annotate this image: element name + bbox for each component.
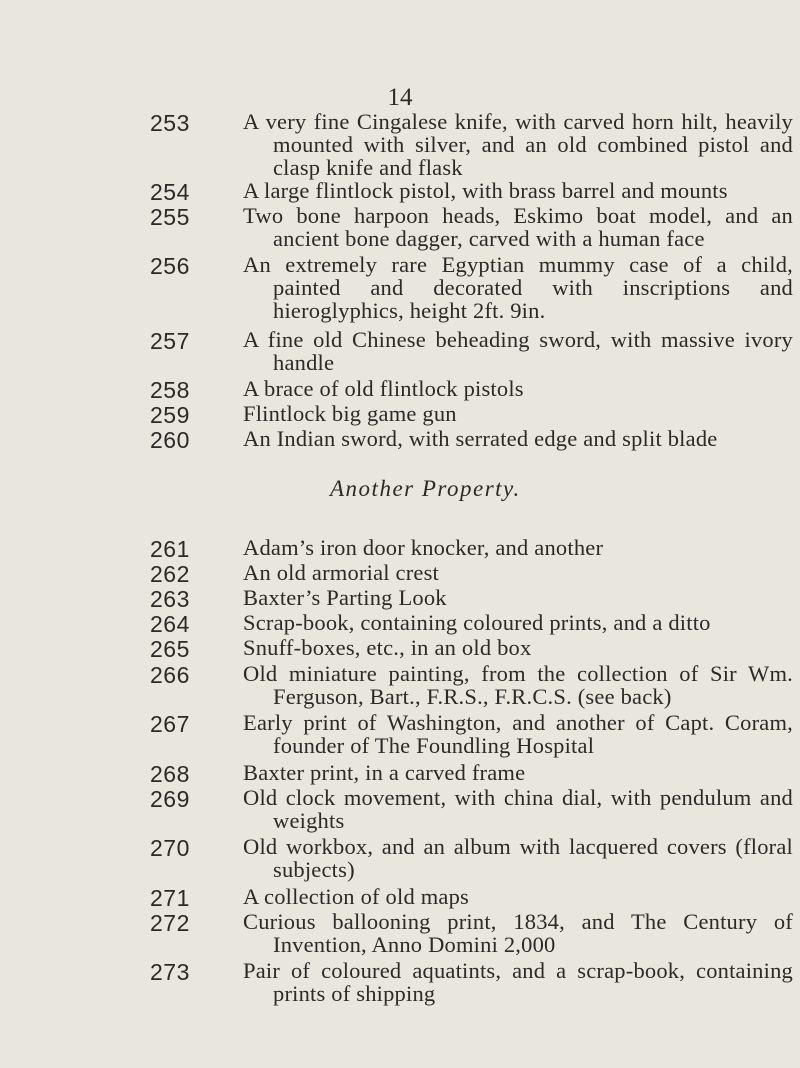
page-number: 14 [387,84,413,111]
lot-number: 256 [150,253,190,279]
lot-number: 265 [150,636,190,662]
lot-description: An Indian sword, with serrated edge and split blade [243,426,718,451]
lot-number: 266 [150,662,190,688]
lot-number: 270 [150,835,190,861]
lot-description: An old armorial crest [243,560,440,585]
lot-description: Early print of Washington, and another of Capt. Coram, founder of The Foundling Hospital [243,710,793,758]
lot-description: Scrap-book, containing coloured prints, and a ditto [243,610,711,635]
lot-description: Two bone harpoon heads, Eskimo boat model, and an ancient bone dagger, carved with a human face [243,203,793,251]
lot-description: Old clock movement, with china dial, with pendulum and weights [243,785,793,833]
lot-description: A brace of old flintlock pistols [243,376,524,401]
lot-description: Old miniature painting, from the collection of Sir Wm. Ferguson, Bart., F.R.S., F.R.C.S. (see back) [243,661,793,709]
lot-description: A very fine Cingalese knife, with carved horn hilt, heavily mounted with silver, and an old combined pistol and clasp knife and flask [243,109,793,180]
lot-description: Snuff-boxes, etc., in an old box [243,635,532,660]
lot-description: Baxter’s Parting Look [243,585,447,610]
lot-number: 267 [150,711,190,737]
lot-description: A fine old Chinese beheading sword, with massive ivory handle [243,327,793,375]
lot-description: A collection of old maps [243,884,470,909]
lot-number: 269 [150,786,190,812]
lot-number: 262 [150,561,190,587]
lot-number: 271 [150,885,190,911]
lot-description: Curious ballooning print, 1834, and The Century of Invention, Anno Domini 2,000 [243,909,793,957]
lot-description: An extremely rare Egyptian mummy case of a child, painted and decorated with inscriptions and hieroglyphics, height 2ft. 9in. [243,252,793,323]
lot-number: 253 [150,110,190,136]
lot-description: Adam’s iron door knocker, and another [243,535,604,560]
lot-number: 268 [150,761,190,787]
lot-description: Baxter print, in a carved frame [243,760,526,785]
lot-number: 264 [150,611,190,637]
lot-number: 257 [150,328,190,354]
lot-number: 273 [150,959,190,985]
lot-number: 272 [150,910,190,936]
lot-description: Flintlock big game gun [243,401,457,426]
lot-description: Old workbox, and an album with lacquered covers (floral subjects) [243,834,793,882]
section-heading: Another Property. [330,476,521,501]
lot-number: 260 [150,427,190,453]
lot-number: 258 [150,377,190,403]
lot-number: 255 [150,204,190,230]
lot-description: A large flintlock pistol, with brass barrel and mounts [243,178,728,203]
lot-description: Pair of coloured aquatints, and a scrap-book, containing prints of shipping [243,958,793,1006]
lot-number: 259 [150,402,190,428]
lot-number: 261 [150,536,190,562]
lot-number: 254 [150,179,190,205]
lot-number: 263 [150,586,190,612]
